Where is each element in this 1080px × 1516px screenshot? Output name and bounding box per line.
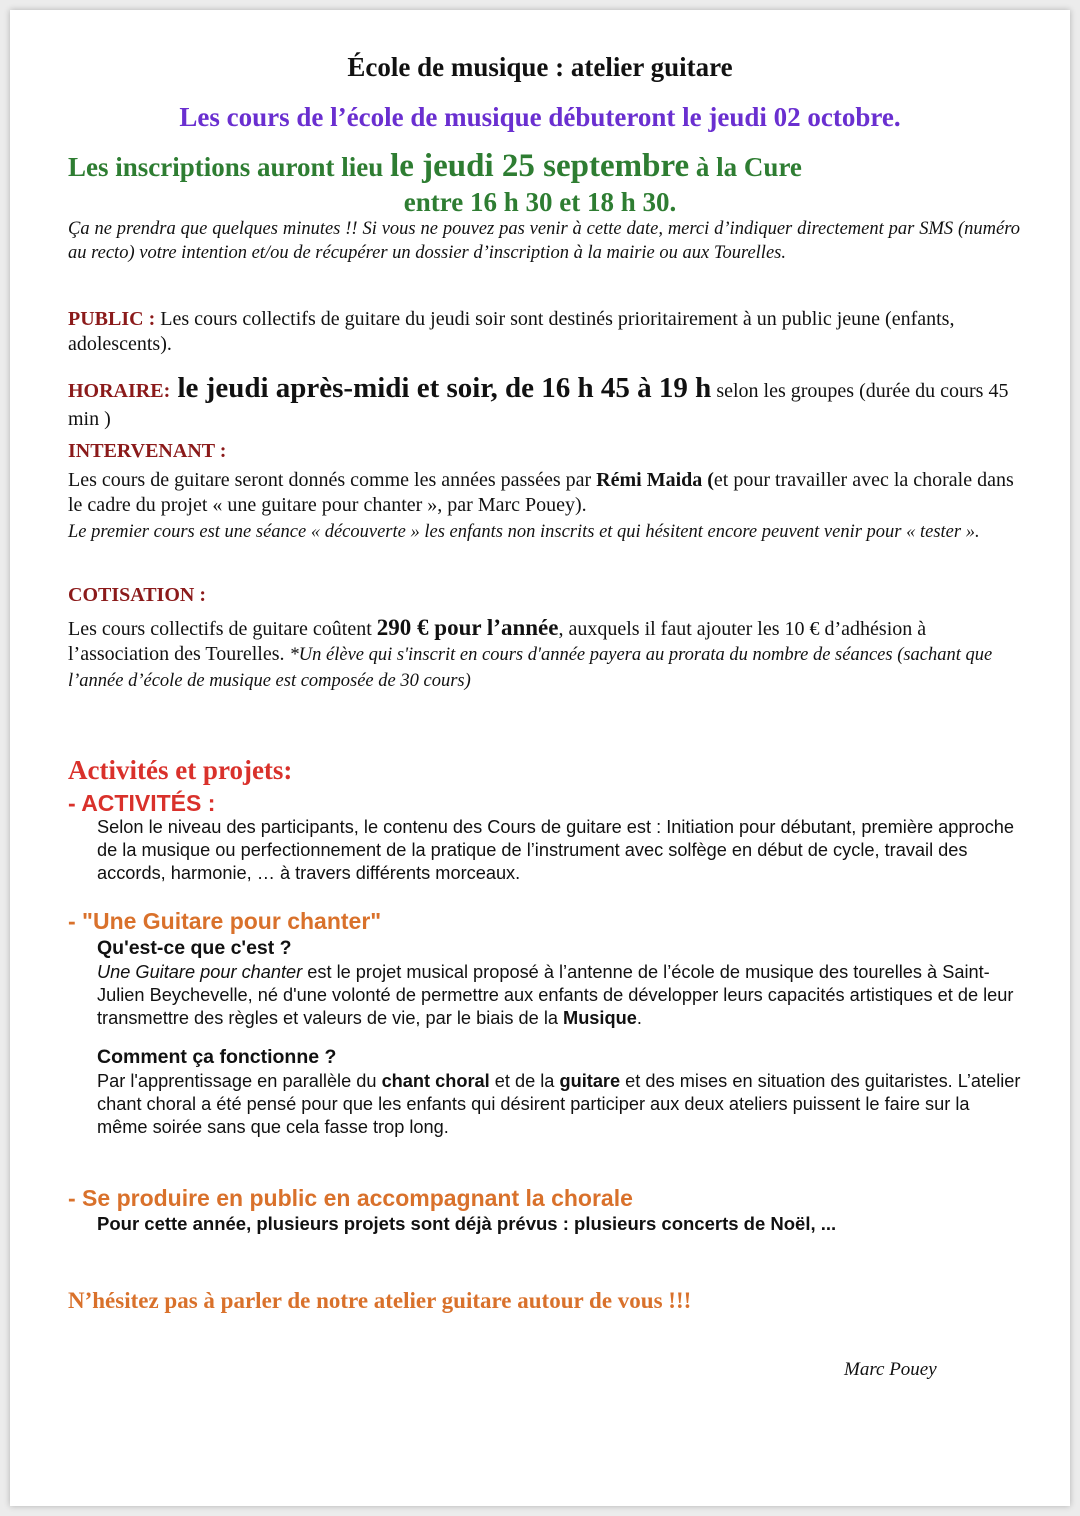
horaire-label: HORAIRE: (68, 380, 171, 402)
horaire-rest: selon les groupes (durée du cours 45 min ) (68, 380, 1009, 430)
cotisation-price: 290 € pour l’année (376, 615, 559, 640)
inscriptions-line (68, 148, 802, 185)
public-section (68, 307, 1020, 357)
how-it-works-question: Comment ça fonctionne ? (97, 1046, 337, 1068)
activities-text: Selon le niveau des participants, le contenu des Cours de guitare est : Initiation pour débutant, première approche de la musique ou perfectionnement de la pratique de l’instrument avec solfège en début de cycle, travail des accords, harmonie, … à travers différents morceaux. (97, 817, 1015, 883)
horaire-main: le jeudi après-midi et soir, de 16 h 45 à 19 h (170, 372, 712, 404)
what-is-it-text (97, 961, 1027, 1030)
how-text-3: et des mises en situation des guitaristes. L’atelier chant choral a été pensé pour que les enfants qui désirent participer aux deux ateliers puissent le faire sur la même soirée sans que cela fasse trop long. (97, 1071, 1021, 1137)
public-performance-text: Pour cette année, plusieurs projets sont déjà prévus : plusieurs concerts de Noël, ... (97, 1213, 837, 1234)
intervenant-name: Rémi Maida ( (596, 469, 714, 491)
what-is-it-question: Qu'est-ce que c'est ? (97, 937, 292, 959)
intervenant-italic: Le premier cours est une séance « découverte » les enfants non inscrits et qui hésitent encore peuvent venir pour « tester ». (68, 522, 980, 542)
what-is-it-end: . (636, 1008, 642, 1028)
how-it-works-text (97, 1070, 1022, 1139)
inscriptions-time: entre 16 h 30 et 18 h 30. (403, 187, 677, 217)
document-page (10, 10, 1070, 1506)
inscriptions-date: le jeudi 25 septembre (390, 148, 690, 184)
activities-heading: - ACTIVITÉS : (68, 790, 216, 816)
cotisation-text-after: , auxquels il faut ajouter les 10 € d’adhésion à l’association des Tourelles. (68, 618, 927, 665)
guitare-bold: guitare (559, 1071, 621, 1091)
chant-choral-bold: chant choral (381, 1071, 490, 1091)
cotisation-italic: *Un élève qui s'inscrit en cours d'année payera au prorata du nombre de séances (sachant que l’année d’école de musique est composée de 30 cours) (68, 645, 993, 691)
intervenant-text-before: Les cours de guitare seront donnés comme les années passées par (68, 469, 597, 491)
intervenant-text (68, 468, 1020, 518)
public-performance-heading: - Se produire en public en accompagnant la chorale (68, 1185, 633, 1211)
what-is-it-body: est le projet musical proposé à l’antenne de l’école de musique des tourelles à Saint-Julien Beychevelle, né d'une volonté de permettre aux enfants de développer leurs capacités artistiques et de leur transmettre des règles et valeurs de vie, par le biais de la (97, 962, 1014, 1028)
inscriptions-note: Ça ne prendra que quelques minutes !! Si vous ne pouvez pas venir à cette date, merci d’indiquer directement par SMS (numéro au recto) votre intention et/ou de récupérer un dossier d’inscription à la mairie ou aux Tourelles. (68, 219, 1020, 263)
closing-call: N’hésitez pas à parler de notre atelier guitare autour de vous !!! (68, 1288, 692, 1313)
page-title: École de musique : atelier guitare (347, 52, 733, 82)
public-label: PUBLIC : (68, 308, 156, 330)
activities-title: Activités et projets: (68, 755, 293, 785)
inscriptions-suffix: à la Cure (695, 152, 802, 182)
public-text: Les cours collectifs de guitare du jeudi soir sont destinés prioritairement à un public jeune (enfants, adolescents). (68, 308, 955, 355)
how-text-1: Par l'apprentissage en parallèle du (97, 1071, 382, 1091)
intervenant-text-after: et pour travailler avec la chorale dans le cadre du projet « une guitare pour chanter », par Marc Pouey). (68, 469, 1014, 516)
project-name-italic: Une Guitare pour chanter (97, 962, 303, 982)
signature: Marc Pouey (844, 1359, 937, 1380)
intervenant-heading: INTERVENANT : (68, 440, 227, 462)
horaire-section (68, 374, 1020, 433)
cotisation-text-before: Les cours collectifs de guitare coûtent (68, 618, 377, 640)
musique-bold: Musique (563, 1008, 637, 1028)
how-text-2: et de la (489, 1071, 560, 1091)
cotisation-heading: COTISATION : (68, 584, 206, 606)
inscriptions-prefix: Les inscriptions auront lieu (68, 152, 384, 182)
start-date-subtitle: Les cours de l’école de musique débuteront le jeudi 02 octobre. (179, 102, 901, 132)
cotisation-text (68, 615, 1020, 694)
guitar-project-heading: - "Une Guitare pour chanter" (68, 908, 382, 934)
